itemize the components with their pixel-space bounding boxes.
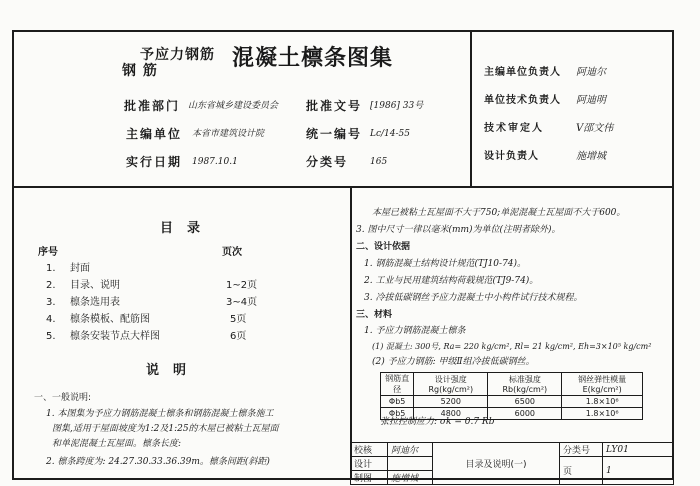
page-title: 混凝土檩条图集 [232, 46, 394, 71]
doc-no-value: [1986] 33号 [370, 101, 424, 111]
spec-line: 张拉控制应力: σk = 0.7 Rb [380, 417, 495, 427]
title-prefix-top: 予应力钢筋 [140, 47, 215, 63]
approve-label: 批准部门 [124, 99, 181, 113]
table-cell: 1.8×10⁶ [562, 408, 643, 420]
responsible-label-4: 设计负责人 [484, 151, 539, 162]
section-divider [12, 186, 674, 188]
notes-line: 和单泥混凝土瓦屋面。檩条长度: [52, 439, 182, 449]
tb-name [388, 457, 433, 471]
table-header: 设计强度Rg(kg/cm²) [414, 373, 488, 396]
doc-no-label: 批准文号 [306, 99, 363, 113]
toc-item-no: 4. [46, 314, 56, 325]
table-header: 钢筋直径 [381, 373, 414, 396]
spec-line: 2. 工业与民用建筑结构荷载规范(TJ9-74)。 [364, 276, 539, 286]
spec-line: 本屋已被粘土瓦屋面不大于750;单泥混凝土瓦屋面不大于600。 [372, 208, 626, 218]
class-value: 165 [370, 157, 388, 167]
toc-item-title: 檩条选用表 [70, 297, 120, 308]
spec-line: 3. 冷拔低碳钢丝予应力混凝土中小构件试行技术规程。 [364, 293, 583, 303]
table-cell: 6500 [488, 396, 562, 408]
table-cell: 6000 [488, 408, 562, 420]
header-divider [470, 30, 472, 186]
responsible-name-3: V邵文伟 [576, 123, 614, 134]
toc-col-no: 序号 [38, 247, 58, 258]
notes-line: 一、一般说明: [34, 393, 92, 403]
material-table [380, 372, 643, 420]
toc-item-no: 5. [46, 331, 56, 342]
table-row [381, 396, 643, 408]
tb-set-label: 分类号 [560, 443, 603, 457]
date-label: 实行日期 [126, 155, 183, 169]
toc-col-page: 页次 [222, 247, 242, 258]
table-cell: 1.8×10⁶ [562, 396, 643, 408]
notes-line: 2. 檩条跨度为: 24.27.30.33.36.39m。檩条间距(斜距) [46, 457, 270, 467]
tb-page-label: 页 [560, 457, 603, 485]
responsible-label-2: 单位技术负责人 [484, 95, 561, 106]
approve-value: 山东省城乡建设委员会 [188, 101, 279, 111]
editor-value: 本省市建筑设计院 [192, 129, 265, 139]
sheet-title: 目录及说明(一) [433, 443, 560, 485]
tb-set-value: LY01 [603, 443, 674, 457]
toc-item-page: 1~2页 [226, 280, 258, 291]
table-cell: Φb5 [381, 396, 414, 408]
table-header: 标准强度Rb(kg/cm²) [488, 373, 562, 396]
table-header: 钢丝弹性模量E(kg/cm²) [562, 373, 643, 396]
table-header-row [381, 373, 643, 396]
table-cell: 4800 [414, 408, 488, 420]
tb-page-value: 1 [603, 457, 674, 485]
toc-item-page: 6页 [230, 331, 247, 342]
tb-name: 施增城 [388, 471, 433, 485]
spec-line: 1. 钢筋混凝土结构设计规范(TJ10-74)。 [364, 259, 527, 269]
responsible-label-3: 技术审定人 [484, 123, 544, 134]
toc-heading: 目录 [160, 221, 215, 236]
notes-heading: 说明 [146, 363, 201, 378]
spec-line: 三、材料 [356, 310, 393, 320]
spec-line: (2) 予应力钢筋: 甲级Ⅱ组冷拔低碳钢丝。 [372, 357, 535, 367]
tb-label: 制图 [351, 471, 388, 485]
class-label: 分类号 [306, 155, 349, 169]
responsible-name-4: 施增城 [576, 151, 606, 162]
notes-line: 1. 本图集为予应力钢筋混凝土檩条和钢筋混凝土檩条施工 [46, 409, 274, 419]
spec-line: 二、设计依据 [356, 242, 411, 252]
column-divider [350, 186, 352, 480]
responsible-name-1: 阿迪尔 [576, 67, 606, 78]
responsible-label-1: 主编单位负责人 [484, 67, 561, 78]
toc-item-no: 2. [46, 280, 56, 291]
code-value: Lc/14-55 [370, 129, 410, 139]
toc-item-title: 檩条安装节点大样图 [70, 331, 160, 342]
title-prefix-bottom: 钢 筋 [122, 63, 158, 79]
code-label: 统一编号 [306, 127, 363, 141]
toc-item-page: 3~4页 [226, 297, 258, 308]
tb-name: 阿迪尔 [388, 443, 433, 457]
toc-item-page: 5页 [230, 314, 247, 325]
toc-item-title: 封面 [70, 263, 90, 274]
toc-item-no: 1. [46, 263, 56, 274]
tb-label: 设计 [351, 457, 388, 471]
spec-line: 3. 图中尺寸一律以毫米(mm)为单位(注明者除外)。 [356, 225, 561, 235]
table-cell: 5200 [414, 396, 488, 408]
spec-line: 1. 予应力钢筋混凝土檩条 [364, 326, 466, 336]
spec-line: (1) 混凝土: 300号, Ra= 220 kg/cm², Rl= 21 kg/cm², Eh=3×10⁵ kg/cm² [372, 342, 652, 351]
toc-item-title: 檩条模板、配筋图 [70, 314, 150, 325]
tb-label: 校核 [351, 443, 388, 457]
editor-label: 主编单位 [126, 127, 183, 141]
date-value: 1987.10.1 [192, 157, 238, 167]
title-block [350, 442, 674, 485]
notes-line: 图集,适用于屋面坡度为1:2及1:25的木屋已被粘土瓦屋面 [52, 424, 279, 434]
responsible-name-2: 阿迪明 [576, 95, 606, 106]
toc-item-title: 目录、说明 [70, 280, 120, 291]
table-cell: Φb5 [381, 408, 414, 420]
toc-item-no: 3. [46, 297, 56, 308]
